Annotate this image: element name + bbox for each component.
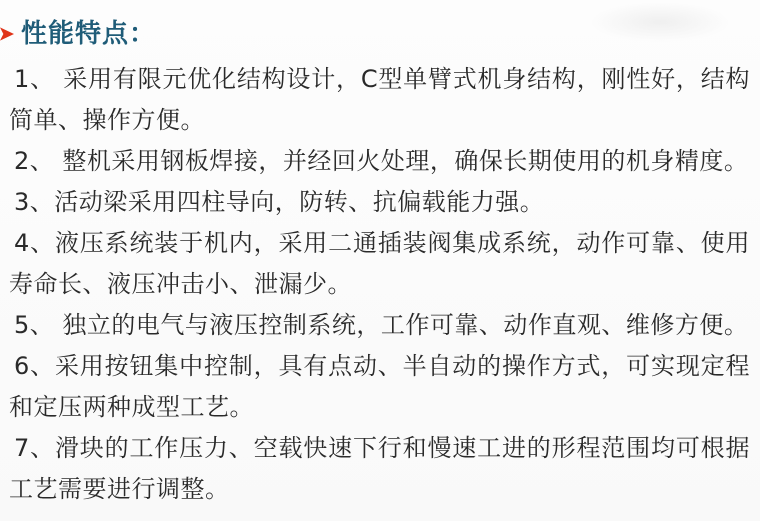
feature-4-line-2: 寿命长、液压冲击小、泄漏少。 [9,270,352,298]
section-title: 性能特点： [21,19,157,49]
feature-6-line-1: 6、采用按钮集中控制，具有点动、半自动的操作方式，可实现定程 [14,352,750,380]
feature-2-line-1: 2、 整机采用钢板焊接，并经回火处理，确保长期使用的机身精度。 [14,147,749,175]
feature-6-line-2: 和定压两种成型工艺。 [9,393,254,421]
section-heading [0,18,156,50]
feature-7-line-1: 7、滑块的工作压力、空载快速下行和慢速工进的形程范围均可根据 [14,434,750,462]
feature-1-line-1: 1、 采用有限元优化结构设计，C型单臂式机身结构，刚性好，结构 [14,65,750,93]
feature-4-line-1: 4、液压系统装于机内，采用二通插装阀集成系统，动作可靠、使用 [14,229,750,257]
arrow-right-icon [0,27,14,42]
feature-7-line-2: 工艺需要进行调整。 [9,475,230,503]
feature-list [0,59,752,510]
feature-1-line-2: 简单、操作方便。 [9,106,205,134]
feature-5-line-1: 5、 独立的电气与液压控制系统，工作可靠、动作直观、维修方便。 [14,311,749,339]
scan-smudge [590,2,730,42]
feature-3-line-1: 3、活动梁采用四柱导向，防转、抗偏载能力强。 [14,188,545,216]
